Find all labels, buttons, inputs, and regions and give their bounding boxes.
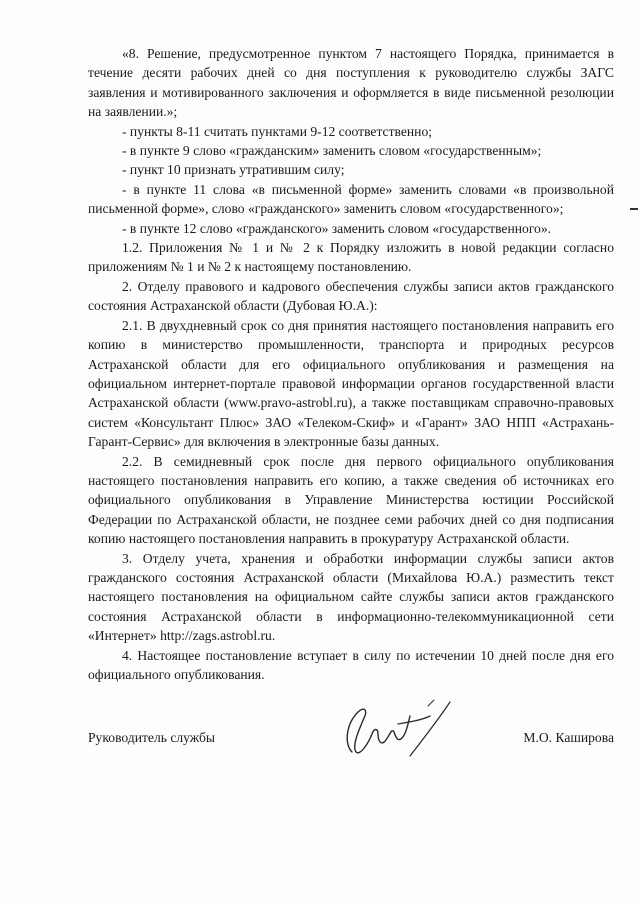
document-body — [88, 44, 614, 684]
paragraph-3: 3. Отделу учета, хранения и обработки информации службы записи актов гражданского состояния Астраханской области (Михайлова Ю.А.) разместить текст настоящего постановления на официальном сайте службы записи актов гражданского состояния Астраханской области в информационно-телекоммуникационной сети «Интернет» http://zags.astrobl.ru. — [88, 550, 614, 644]
paragraph-item-10-void: - пункт 10 признать утратившим силу; — [122, 162, 345, 178]
paragraph-2: 2. Отделу правового и кадрового обеспечения службы записи актов гражданского состояния Астраханской области (Дубовая Ю.А.): — [88, 278, 614, 314]
paragraph-1-2: 1.2. Приложения № 1 и № 2 к Порядку изложить в новой редакции согласно приложениям № 1 и № 2 к настоящему постановлению. — [88, 240, 614, 275]
signatory-name: М.О. Каширова — [523, 730, 614, 745]
scan-margin-mark — [630, 208, 638, 210]
paragraph-item-9-change: - в пункте 9 слово «гражданским» заменить словом «государственным»; — [122, 143, 542, 159]
paragraph-item-12-change: - в пункте 12 слово «гражданского» заменить словом «государственного». — [122, 220, 552, 236]
paragraph-renumber-items: - пункты 8-11 считать пунктами 9-12 соответственно; — [122, 123, 433, 139]
signature-block — [88, 728, 614, 768]
paragraph-clause-8: «8. Решение, предусмотренное пунктом 7 настоящего Порядка, принимается в течение десяти рабочих дней со дня поступления к руководителю службы ЗАГС заявления и мотивированного заключения и оформляется в виде письменной резолюции на заявлении.»; — [88, 46, 614, 120]
signatory-title: Руководитель службы — [88, 730, 216, 745]
paragraph-2-1: 2.1. В двухдневный срок со дня принятия настоящего постановления направить его копию в министерство промышленности, транспорта и природных ресурсов Астраханской области для его официального опубликования и размещения на официальном интернет-портале правовой информации органов государственной власти Астраханской области (www.pravo-astrobl.ru), а также поставщикам справочно-правовых систем «Консультант Плюс» ЗАО «Телеком-Скиф» и «Гарант» ЗАО НПП «Астрахань-Гарант-Сервис» для включения в электронные базы данных. — [88, 317, 614, 450]
paragraph-2-2: 2.2. В семидневный срок после дня первого официального опубликования настоящего постановления направить его копию, а также сведения об источниках его официального опубликования в Управление Министерства юстиции Российской Федерации по Астраханской области, не позднее семи рабочих дней со дня подписания копию настоящего постановления направить в прокуратуру Астраханской области. — [88, 453, 614, 547]
paragraph-4: 4. Настоящее постановление вступает в силу по истечении 10 дней после дня его официального опубликования. — [88, 647, 614, 682]
handwritten-signature — [338, 694, 458, 768]
paragraph-item-11-change: - в пункте 11 слова «в письменной форме» заменить словами «в произвольной письменной форме», слово «гражданского» заменить словом «государственного»; — [88, 181, 614, 217]
